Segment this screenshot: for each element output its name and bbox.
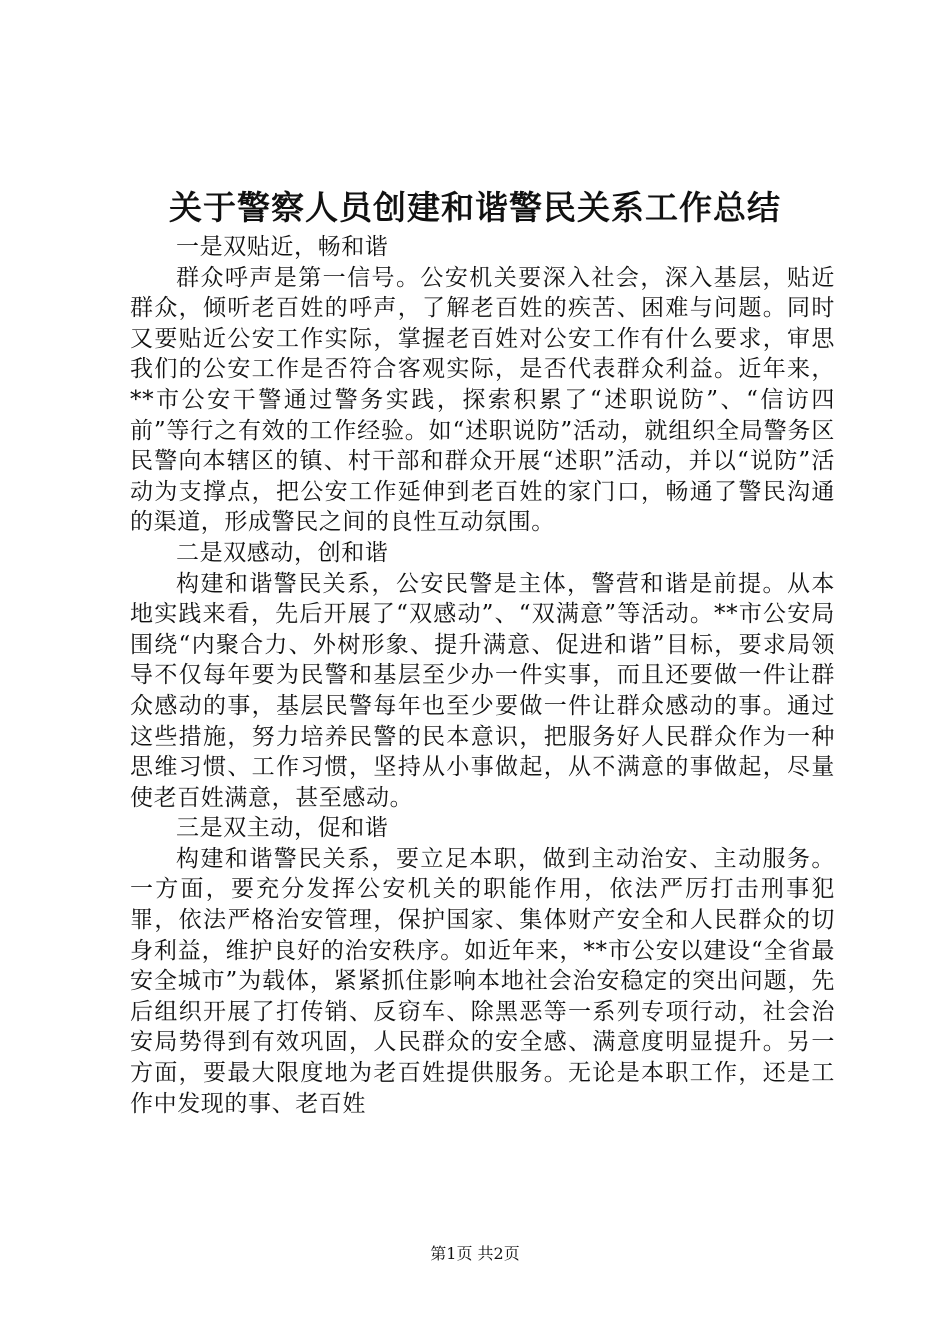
section-paragraph-3: 构建和谐警民关系，要立足本职，做到主动治安、主动服务。一方面，要充分发挥公安机关的职能作用，依法严厉打击刑事犯罪，依法严格治安管理，保护国家、集体财产安全和人民群众的切身利益，维护良好的治安秩序。如近年来，**市公安以建设“全省最安全城市”为载体，紧紧抓住影响本地社会治安稳定的突出问题，先后组织开展了打传销、反窃车、除黑恶等一系列专项行动，社会治安局势得到有效巩固，人民群众的安全感、满意度明显提升。另一方面，要最大限度地为老百姓提供服务。无论是本职工作，还是工作中发现的事、老百姓 bbox=[130, 845, 835, 1117]
section-paragraph-2: 构建和谐警民关系，公安民警是主体，警营和谐是前提。从本地实践来看，先后开展了“双感动”、“双满意”等活动。**市公安局围绕“内聚合力、外树形象、提升满意、促进和谐”目标，要求局领导不仅每年要为民警和基层至少办一件实事，而且还要做一件让群众感动的事，基层民警每年也至少要做一件让群众感动的事。通过这些措施，努力培养民警的民本意识，把服务好人民群众作为一种思维习惯、工作习惯，坚持从小事做起，从不满意的事做起，尽量使老百姓满意，甚至感动。 bbox=[130, 570, 835, 811]
section-heading-2: 二是双感动，创和谐 bbox=[176, 539, 389, 566]
document-body bbox=[130, 232, 835, 1119]
section-heading-1: 一是双贴近，畅和谐 bbox=[176, 234, 389, 260]
page-indicator: 第1页 共2页 bbox=[430, 1244, 520, 1263]
document-title: 关于警察人员创建和谐警民关系工作总结 bbox=[169, 188, 781, 227]
page-footer bbox=[0, 1244, 950, 1264]
section-paragraph-1: 群众呼声是第一信号。公安机关要深入社会，深入基层，贴近群众，倾听老百姓的呼声，了解老百姓的疾苦、困难与问题。同时又要贴近公安工作实际，掌握老百姓对公安工作有什么要求，审思我们的公安工作是否符合客观实际，是否代表群众利益。近年来，**市公安干警通过警务实践，探索积累了“述职说防”、“信访四前”等行之有效的工作经验。如“述职说防”活动，就组织全局警务区民警向本辖区的镇、村干部和群众开展“述职”活动，并以“说防”活动为支撑点，把公安工作延伸到老百姓的家门口，畅通了警民沟通的渠道，形成警民之间的良性互动氛围。 bbox=[130, 264, 835, 536]
section-heading-3: 三是双主动，促和谐 bbox=[176, 815, 389, 842]
